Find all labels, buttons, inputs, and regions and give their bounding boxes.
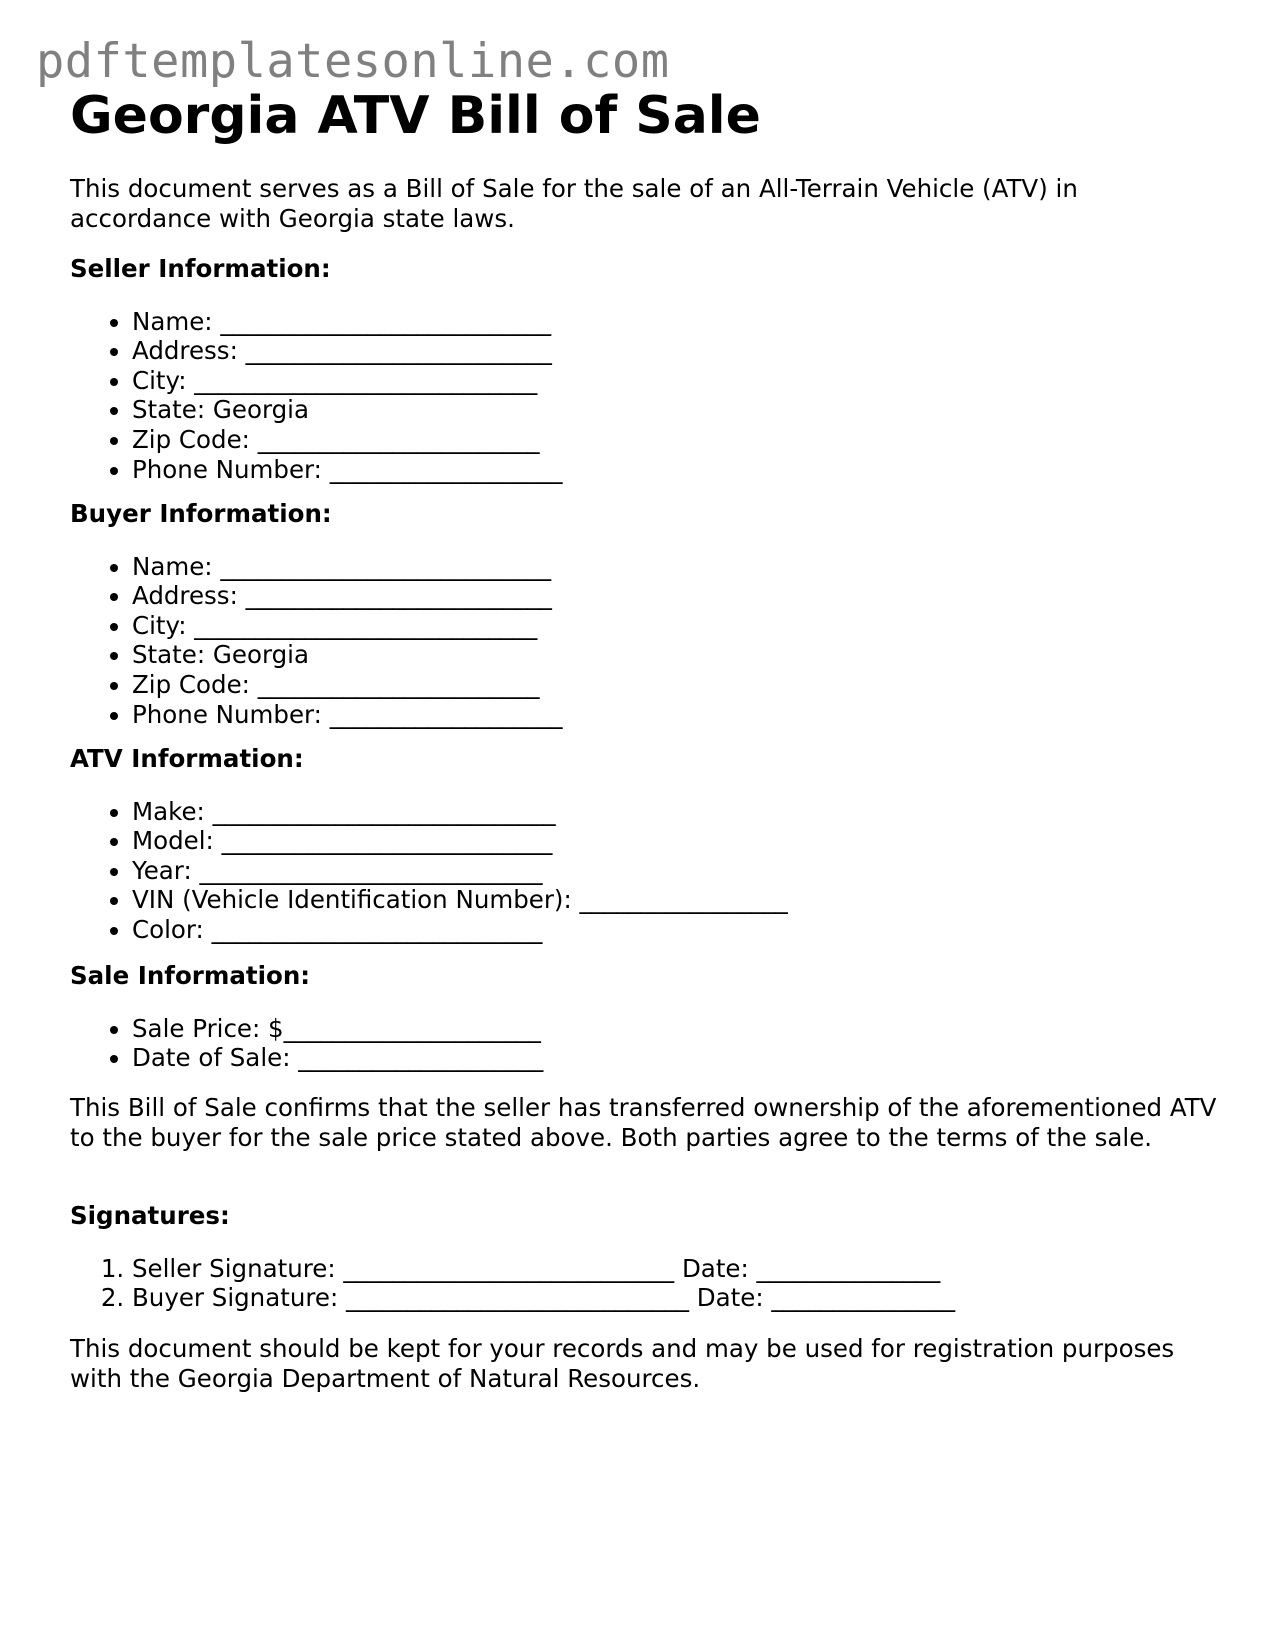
atv-year-field[interactable]: • Year: ____________________________: [132, 856, 1220, 886]
seller-address-field[interactable]: • Address: _________________________: [132, 336, 1220, 366]
intro-paragraph: This document serves as a Bill of Sale for the sale of an All-Terrain Vehicle (ATV) in accordance with Georgia state laws.: [70, 174, 1078, 233]
seller-heading: Seller Information:: [70, 254, 331, 283]
seller-city-field[interactable]: • City: ____________________________: [132, 366, 1220, 396]
seller-section: [70, 254, 1220, 484]
buyer-address-field[interactable]: • Address: _________________________: [132, 581, 1220, 611]
atv-color-field[interactable]: • Color: ___________________________: [132, 915, 1220, 945]
buyer-list: [70, 552, 1220, 730]
atv-vin-field[interactable]: • VIN (Vehicle Identification Number): _________________: [132, 885, 1220, 915]
buyer-signature-field[interactable]: 2. Buyer Signature: ____________________________ Date: _______________: [132, 1283, 1220, 1313]
buyer-section: [70, 499, 1220, 729]
sale-date-field[interactable]: • Date of Sale: ____________________: [132, 1043, 1220, 1073]
buyer-heading: Buyer Information:: [70, 499, 332, 528]
seller-signature-field[interactable]: 1. Seller Signature: ___________________________ Date: _______________: [132, 1254, 1220, 1284]
atv-make-field[interactable]: • Make: ____________________________: [132, 797, 1220, 827]
seller-state-field: • State: Georgia: [132, 395, 1220, 425]
seller-name-field[interactable]: • Name: ___________________________: [132, 307, 1220, 337]
seller-list: [70, 307, 1220, 485]
atv-list: [70, 797, 1220, 945]
buyer-city-field[interactable]: • City: ____________________________: [132, 611, 1220, 641]
sale-price-field[interactable]: • Sale Price: $_____________________: [132, 1014, 1220, 1044]
sale-heading: Sale Information:: [70, 961, 311, 990]
buyer-state-field: • State: Georgia: [132, 640, 1220, 670]
seller-phone-field[interactable]: • Phone Number: ___________________: [132, 455, 1220, 485]
seller-zip-field[interactable]: • Zip Code: _______________________: [132, 425, 1220, 455]
signatures-section: [70, 1201, 1220, 1313]
sale-section: [70, 961, 1220, 1073]
buyer-name-field[interactable]: • Name: ___________________________: [132, 552, 1220, 582]
buyer-phone-field[interactable]: • Phone Number: ___________________: [132, 700, 1220, 730]
signatures-heading: Signatures:: [70, 1201, 230, 1230]
atv-heading: ATV Information:: [70, 744, 304, 773]
footer-paragraph: This document should be kept for your records and may be used for registration purposes with the Georgia Department of Natural Resources.: [70, 1334, 1175, 1393]
confirmation-paragraph: This Bill of Sale confirms that the seller has transferred ownership of the aforementioned ATV to the buyer for the sale price stated above. Both parties agree to the terms of the sale.: [70, 1093, 1217, 1152]
buyer-zip-field[interactable]: • Zip Code: _______________________: [132, 670, 1220, 700]
watermark: pdftemplatesonline.com: [36, 34, 670, 89]
document-title: Georgia ATV Bill of Sale: [70, 86, 761, 146]
atv-model-field[interactable]: • Model: ___________________________: [132, 826, 1220, 856]
atv-section: [70, 744, 1220, 945]
signatures-list: [70, 1254, 1220, 1313]
sale-list: [70, 1014, 1220, 1073]
